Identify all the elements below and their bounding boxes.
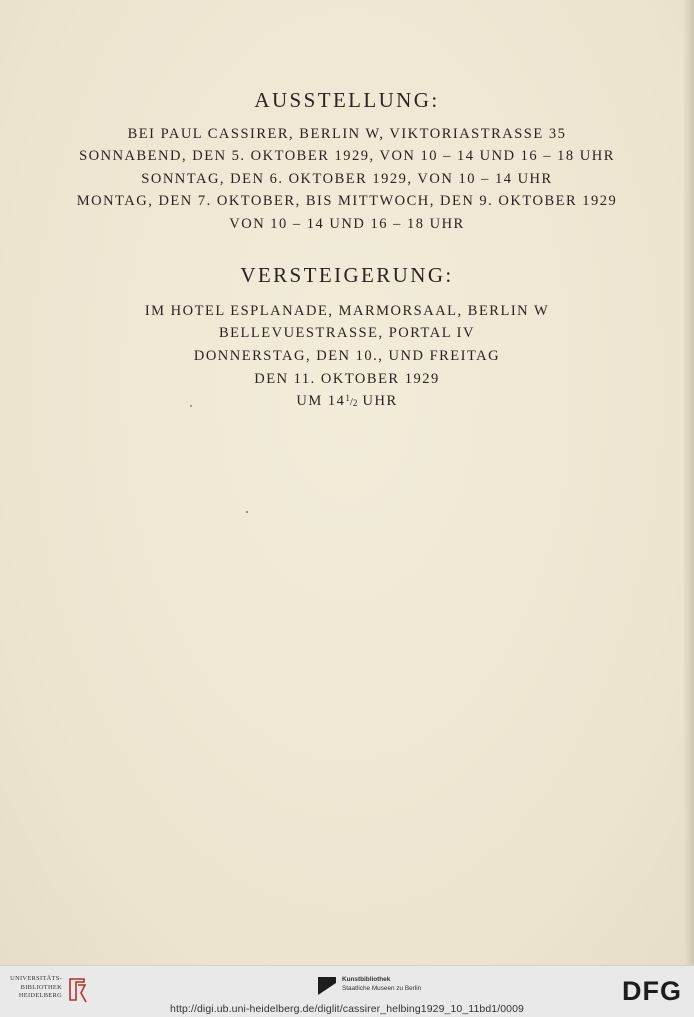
kunstbibliothek-title: Kunstbibliothek (342, 976, 391, 983)
auction-time-prefix: UM 14 (296, 393, 346, 409)
kunstbibliothek-logo[interactable] (318, 975, 458, 999)
auction-time-fraction-den: 2 (352, 398, 358, 408)
auction-time-fraction-slash: / (349, 396, 353, 408)
auction-time-fraction-num: 1 (345, 393, 350, 403)
exhibition-line-2: SONNABEND, DEN 5. OKTOBER 1929, VON 10 – 14 UND 16 – 18 UHR (79, 148, 615, 164)
university-seal-icon (66, 976, 88, 1004)
university-library-name (8, 975, 62, 1001)
auction-line-1: IM HOTEL ESPLANADE, MARMORSAAL, BERLIN W (144, 303, 550, 319)
exhibition-line-3: SONNTAG, DEN 6. OKTOBER 1929, VON 10 – 14 UHR (141, 171, 553, 187)
kunstbibliothek-icon (318, 977, 336, 995)
exhibition-line-4: MONTAG, DEN 7. OKTOBER, BIS MITTWOCH, DEN 9. OKTOBER 1929 (76, 193, 618, 209)
page-edge (684, 0, 694, 965)
kunstbibliothek-text (342, 975, 421, 993)
paper-speck (246, 511, 248, 513)
exhibition-heading: AUSSTELLUNG: (254, 88, 440, 112)
auction-line-2: BELLEVUESTRASSE, PORTAL IV (219, 325, 475, 341)
auction-time-suffix: UHR (357, 393, 398, 409)
university-line-2: BIBLIOTHEK (20, 983, 62, 991)
exhibition-line-1: BEI PAUL CASSIRER, BERLIN W, VIKTORIASTRASSE 35 (127, 126, 567, 142)
auction-line-4: DEN 11. OKTOBER 1929 (254, 371, 440, 387)
auction-heading: VERSTEIGERUNG: (240, 263, 454, 287)
source-url[interactable]: http://digi.ub.uni-heidelberg.de/diglit/cassirer_helbing1929_10_11bd1/0009 (170, 1003, 524, 1015)
dfg-logo[interactable]: DFG (622, 976, 682, 1006)
university-line-3: HEIDELBERG (18, 992, 62, 1000)
auction-line-3: DONNERSTAG, DEN 10., UND FREITAG (193, 348, 501, 364)
exhibition-line-5: VON 10 – 14 UND 16 – 18 UHR (229, 216, 465, 232)
paper-speck (190, 405, 192, 407)
university-line-1: UNIVERSITÄTS- (10, 975, 62, 982)
kunstbibliothek-subtitle: Staatliche Museen zu Berlin (342, 985, 422, 992)
auction-time-line (0, 393, 694, 410)
